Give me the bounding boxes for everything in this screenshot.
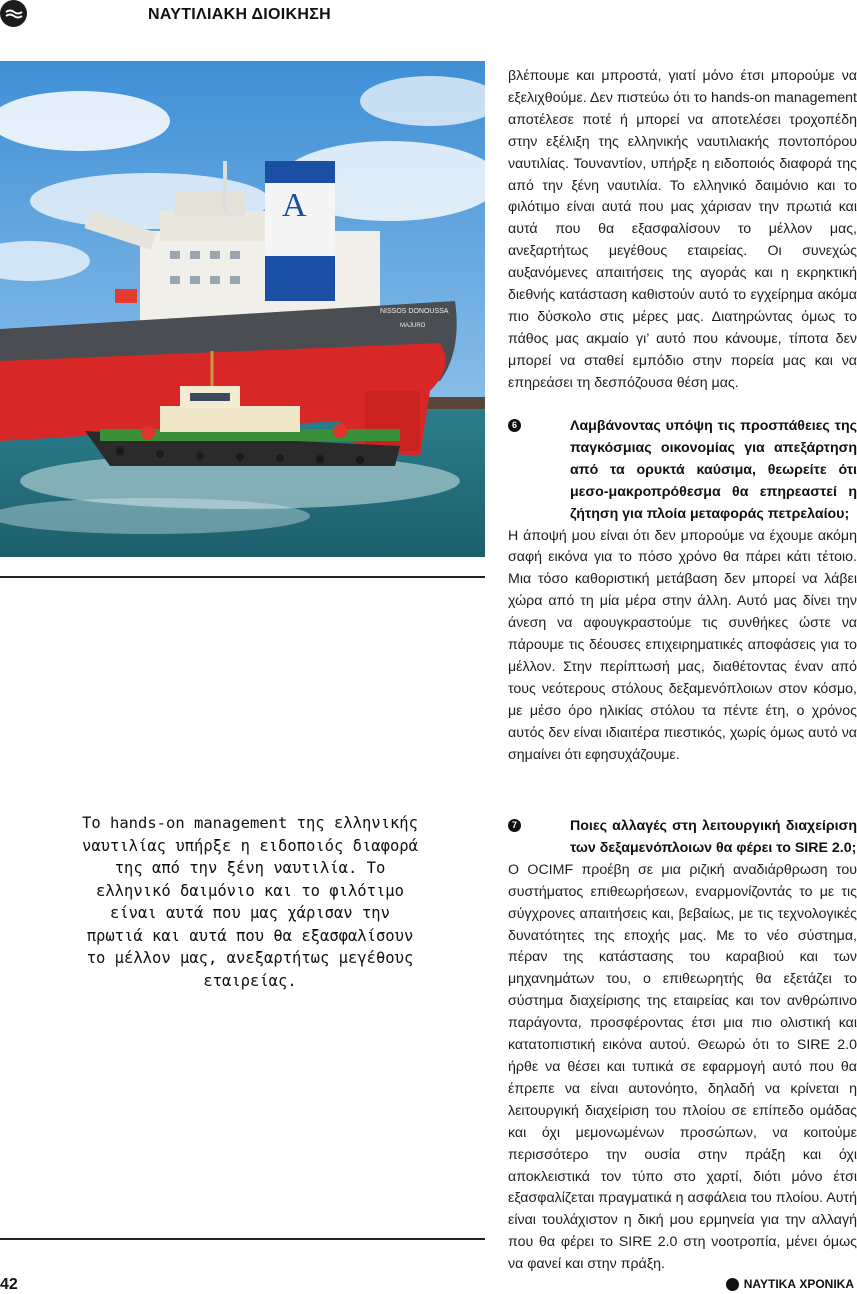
divider-bottom (0, 1238, 485, 1240)
ship-port: MAJURO (400, 323, 426, 329)
tanker-photo (0, 61, 485, 557)
question-number-6: 6 (508, 419, 521, 432)
question-block-7 (508, 816, 857, 1276)
intro-text: βλέπουμε και μπροστά, γιατί μόνο έτσι μπορούμε να εξελιχθούμε. Δεν πιστεύω ότι το hands-on management αποτέλεσε ποτέ ή μπορεί να αποτελέσει τροχοπέδη στην εξέλιξη της ελληνικής ναυτιλιακής ποντοπόρου ναυτιλίας. Τουναντίον, υπήρξε η ειδοποιός διαφορά της από την ξένη ναυτιλία. Το ελληνικό δαιμόνιο και το φιλότιμο είναι αυτά που μας χάρισαν την πρωτιά και αυτά που θα εξασφαλίσουν το μέλλον μας, ανεξαρτήτως μεγέθους εταιρείας. Οι συνεχώς αυξανόμενες απαιτήσεις της αγοράς και η εκρηκτική διεθνής κατάσταση καθιστούν αυτό το εγχείρημα ακόμα πιο δύσκολο στις μέρες μας. Διατηρώντας όμως το πάθος μας ακμαίο γι’ αυτό που κάνουμε, τίποτα δεν μπορεί να σταθεί εμπόδιο στην πορεία μας και να επηρεάσει τη δεσπόζουσα θέση μας. (508, 68, 857, 391)
question-block-6 (508, 416, 857, 767)
wave-logo-icon (0, 0, 27, 27)
pull-quote: Το hands-on management της ελληνικής ναυτιλίας υπήρξε η ειδοποιός διαφορά της από την ξένη ναυτιλία. Το ελληνικό δαιμόνιο και το φιλότιμο είναι αυτά που μας χάρισαν την πρωτιά και αυτά που θα εξασφαλίσουν το μέλλον μας, ανεξαρτήτως μεγέθους εταιρείας. (82, 814, 418, 990)
answer-7: Ο OCIMF προέβη σε μια ριζική αναδιάρθρωση του συστήματος επιθεωρήσεων, εναρμονίζοντάς το με τις σύγχρονες απαιτήσεις και, βεβαίως, με τις τεχνολογικές δυνατότητες της εποχής μας. Με το νέο σύστημα, πέραν της κατάστασης του καραβιού και των μηχανημάτων του, ο επιθεωρητής θα εξετάζει το σύστημα διαχείρισης της εταιρείας και τον ανθρώπινο παράγοντα, προσφέροντας έτσι μια πιο ολιστική και κατατοπιστική εικόνα αυτού. Θεωρώ ότι το SIRE 2.0 ήρθε να θέσει και τυπικά σε εφαρμογή αυτό που θα έπρεπε να είναι αυτονόητο, δηλαδή να κρίνεται η λειτουργική διαχείριση του πλοίου σε επίπεδο ομάδας και όχι μεμονωμένων προσώπων, να κοιτούμε περισσότερο την ουσία στην πράξη και όχι αποκλειστικά τον τύπο στο χαρτί, διότι μόνο έτσι εξασφαλίζεται πραγματικά η ασφάλεια του πλοίου. Αυτή είναι τουλάχιστον η δική μου ερμηνεία για την αλλαγή που θα φέρει το SIRE 2.0 στη νοοτροπία, μένει όμως να φανεί και στην πράξη. (508, 861, 857, 1273)
ship-name: NISSOS DONOUSSA (380, 308, 449, 315)
question-6: Λαμβάνοντας υπόψη τις προσπάθειες της παγκόσμιας οικονομίας για απεξάρτηση από τα ορυκτά καύσιμα, θεωρείτε ότι μεσο-μακροπρόθεσμα θα επηρεαστεί η ζήτηση για πλοία μεταφοράς πετρελαίου; (570, 418, 857, 522)
question-number-7: 7 (508, 819, 521, 832)
brand (726, 1277, 854, 1291)
divider-top (0, 576, 485, 578)
wave-logo-icon (726, 1278, 739, 1291)
page-number: 42 (0, 1276, 18, 1293)
brand-name: ΝΑΥΤΙΚΑ ΧΡΟΝΙΚΑ (743, 1277, 854, 1291)
intro-paragraph (508, 66, 857, 395)
section-title: ΝΑΥΤΙΛΙΑΚΗ ΔΙΟΙΚΗΣΗ (148, 6, 331, 23)
funnel-letter: A (282, 187, 307, 224)
answer-6: Η άποψή μου είναι ότι δεν μπορούμε να έχουμε ακόμη σαφή εικόνα για το πόσο χρόνο θα πάρει κάτι τέτοιο. Μια τόσο καθοριστική μετάβαση δεν μπορεί να λάβει χώρα από τη μία μέρα στην άλλη. Αυτό μας δίνει την άνεση να αφουγκραστούμε τις συνθήκες ώστε να πάρουμε τις δέουσες επιχειρηματικές αποφάσεις για το μέλλον. Στην περίπτωσή μας, διαθέτοντας έναν από τους νεότερους στόλους δεξαμενόπλοιων στον κόσμο, με μέσο όρο ηλικίας στόλου τα πέντε έτη, ο χρόνος αυτός δεν είναι ιδιαιτέρα πιεστικός, χωρίς όμως αυτό να σημαίνει ότι εφησυχάζουμε. (508, 527, 857, 763)
question-7: Ποιες αλλαγές στη λειτουργική διαχείριση των δεξαμενόπλοιων θα φέρει το SIRE 2.0; (570, 818, 857, 856)
